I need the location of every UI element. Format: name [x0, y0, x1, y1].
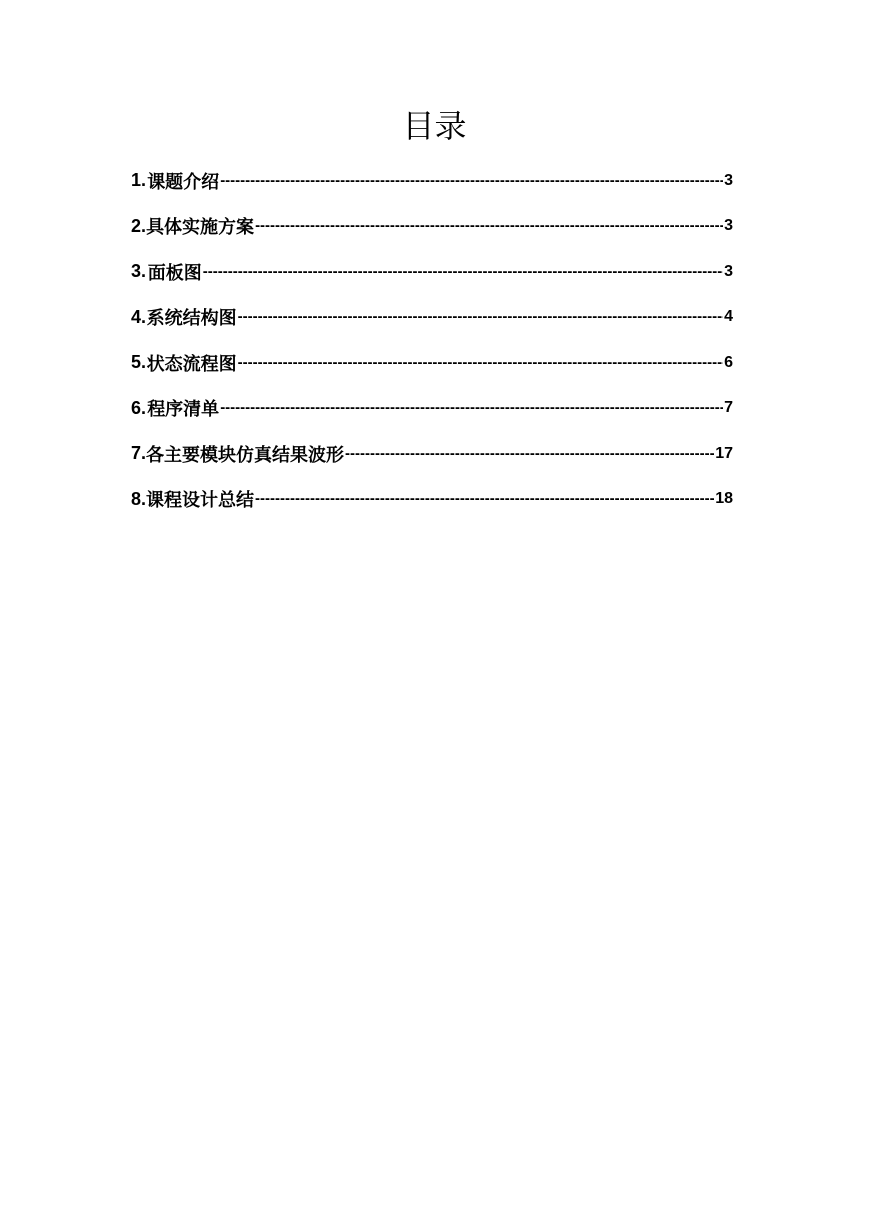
toc-dot-leader — [203, 263, 723, 281]
toc-entry[interactable] — [131, 295, 733, 341]
toc-entry-title: 具体实施方案 — [146, 217, 255, 239]
toc-entry-page: 18 — [715, 490, 733, 508]
toc-entry-page: 17 — [715, 444, 733, 462]
toc-entry-number: 1. — [131, 170, 147, 191]
toc-dot-leader — [220, 399, 723, 417]
toc-dot-leader — [345, 445, 714, 463]
toc-entry[interactable] — [131, 249, 733, 295]
toc-entry[interactable] — [131, 431, 733, 477]
toc-dot-leader — [255, 490, 714, 508]
toc-entry-number: 8. — [131, 488, 147, 509]
toc-entry-number: 6. — [131, 397, 147, 418]
toc-entry[interactable] — [131, 386, 733, 432]
toc-entry-page: 3 — [724, 262, 733, 280]
toc-entry-title: 面板图 — [147, 262, 202, 284]
toc-entry-title: 课题介绍 — [147, 171, 220, 193]
table-of-contents — [131, 158, 733, 522]
toc-dot-leader — [255, 217, 723, 235]
toc-entry-number: 7. — [131, 443, 147, 464]
page-title: 目录 — [402, 107, 467, 145]
toc-dot-leader — [220, 172, 723, 190]
toc-dot-leader — [238, 354, 723, 372]
toc-entry[interactable] — [131, 158, 733, 204]
toc-entry-number: 2. — [131, 215, 147, 236]
toc-entry-title: 程序清单 — [147, 399, 220, 421]
toc-entry-number: 3. — [131, 261, 147, 282]
toc-entry-page: 3 — [724, 217, 733, 235]
toc-entry-number: 5. — [131, 352, 147, 373]
toc-entry[interactable] — [131, 477, 733, 523]
toc-entry-title: 课程设计总结 — [146, 490, 255, 512]
toc-entry-title: 系统结构图 — [146, 308, 237, 330]
toc-entry-page: 4 — [724, 308, 733, 326]
toc-dot-leader — [238, 308, 723, 326]
toc-entry-number: 4. — [131, 306, 147, 327]
toc-entry-title: 状态流程图 — [146, 353, 237, 375]
toc-entry-page: 3 — [724, 171, 733, 189]
toc-entry-page: 7 — [724, 399, 733, 417]
toc-entry[interactable] — [131, 204, 733, 250]
toc-entry[interactable] — [131, 340, 733, 386]
toc-entry-page: 6 — [724, 353, 733, 371]
toc-entry-title: 各主要模块仿真结果波形 — [146, 444, 345, 466]
